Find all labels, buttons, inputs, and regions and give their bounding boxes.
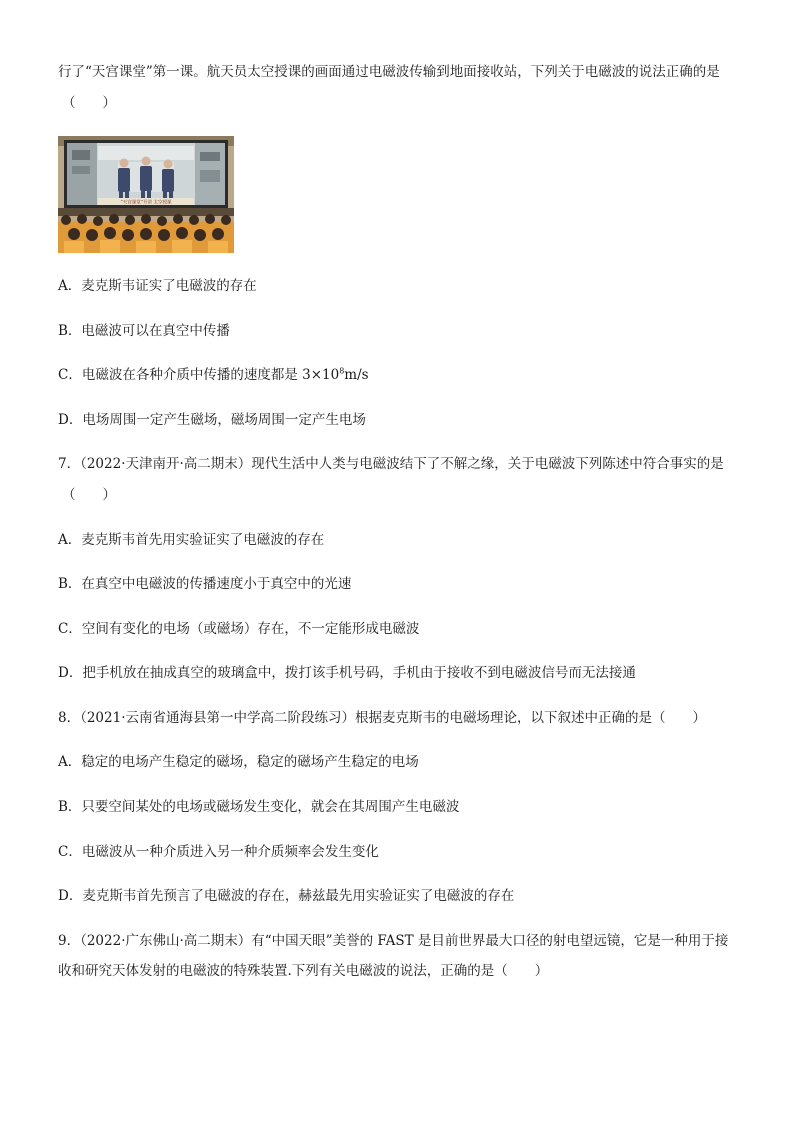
q8-stem: 8．（2021·云南省通海县第一中学高二阶段练习）根据麦克斯韦的电磁场理论，以下叙述中正确的是（ ） bbox=[58, 710, 706, 726]
q8-option-b: B．只要空间某处的电场或磁场发生变化，就会在其周围产生电磁波 bbox=[58, 799, 460, 815]
q6-answer-blank: （ ） bbox=[62, 95, 116, 111]
screen-caption-text: “天宫课堂”开讲 太空授课 bbox=[120, 200, 172, 206]
q6-option-d: D．电场周围一定产生磁场，磁场周围一定产生电场 bbox=[58, 412, 366, 428]
q6-option-c bbox=[58, 366, 369, 384]
q6-option-c-text: C．电磁波在各种介质中传播的速度都是 3×10 bbox=[58, 367, 340, 383]
q7-option-c: C．空间有变化的电场（或磁场）存在，不一定能形成电磁波 bbox=[58, 621, 420, 637]
q9-stem-line-2: 收和研究天体发射的电磁波的特殊装置.下列有关电磁波的说法，正确的是（ ） bbox=[58, 963, 549, 979]
tiangong-classroom-illustration bbox=[58, 136, 234, 253]
q6-option-b: B．电磁波可以在真空中传播 bbox=[58, 323, 230, 339]
q8-option-d: D．麦克斯韦首先预言了电磁波的存在，赫兹最先用实验证实了电磁波的存在 bbox=[58, 888, 515, 904]
q6-option-c-exponent: 8 bbox=[339, 366, 345, 376]
q7-option-d: D．把手机放在抽成真空的玻璃盒中，拨打该手机号码，手机由于接收不到电磁波信号而无法接通 bbox=[58, 665, 636, 681]
q6-option-c-unit: m/s bbox=[344, 367, 369, 383]
q7-option-a: A．麦克斯韦首先用实验证实了电磁波的存在 bbox=[58, 532, 325, 548]
tiangong-classroom-photo bbox=[58, 136, 234, 253]
q8-option-c: C．电磁波从一种介质进入另一种介质频率会发生变化 bbox=[58, 844, 379, 860]
q7-stem-line: 7．（2022·天津南开·高二期末）现代生活中人类与电磁波结下了不解之缘，关于电磁波下列陈述中符合事实的是 bbox=[58, 456, 724, 472]
q8-option-a: A．稳定的电场产生稳定的磁场，稳定的磁场产生稳定的电场 bbox=[58, 754, 419, 770]
q7-answer-blank: （ ） bbox=[62, 487, 116, 503]
q7-option-b: B．在真空中电磁波的传播速度小于真空中的光速 bbox=[58, 576, 352, 592]
q6-option-a: A．麦克斯韦证实了电磁波的存在 bbox=[58, 278, 257, 294]
q9-stem-line-1: 9．（2022·广东佛山·高二期末）有“中国天眼”美誉的 FAST 是目前世界最大口径的射电望远镜，它是一种用于接 bbox=[58, 933, 729, 949]
q6-stem-line: 行了“天宫课堂”第一课。航天员太空授课的画面通过电磁波传输到地面接收站，下列关于电磁波的说法正确的是 bbox=[58, 64, 720, 80]
